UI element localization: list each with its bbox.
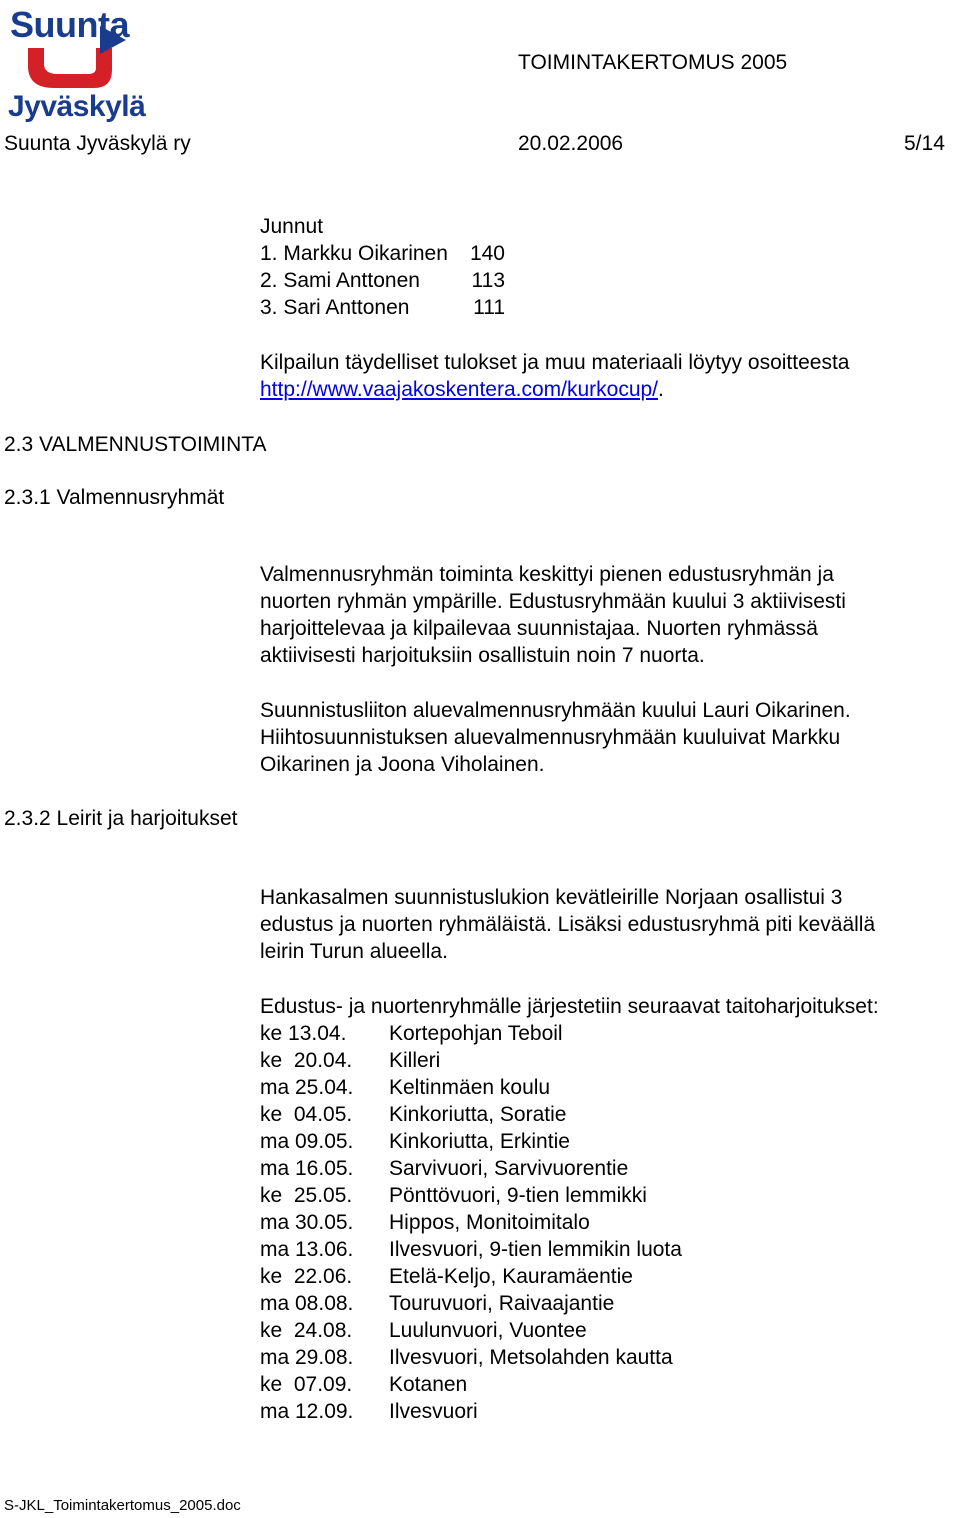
result-row (260, 267, 505, 294)
text-line: leirin Turun alueella. (260, 940, 448, 963)
session-date: ma 25.04. (260, 1076, 354, 1099)
results-text: Kilpailun täydelliset tulokset ja muu materiaali löytyy osoitteesta (260, 351, 850, 374)
valmennus-paragraph-1 (260, 561, 846, 669)
session-row (260, 1155, 879, 1182)
session-row (260, 1317, 879, 1344)
session-date: ke 20.04. (260, 1049, 353, 1072)
session-row (260, 1263, 879, 1290)
result-row (260, 294, 505, 321)
session-date: ma 08.08. (260, 1292, 354, 1315)
result-points: 111 (473, 296, 505, 319)
session-place: Hippos, Monitoimitalo (389, 1211, 590, 1234)
session-place: Ilvesvuori, 9-tien lemmikin luota (389, 1238, 682, 1261)
session-place: Touruvuori, Raivaajantie (389, 1292, 615, 1315)
text-line: Oikarinen ja Joona Viholainen. (260, 753, 545, 776)
organization-name: Suunta Jyväskylä ry (4, 132, 191, 155)
results-link-line (260, 376, 849, 403)
junnut-results (260, 213, 505, 321)
session-place: Ilvesvuori, Metsolahden kautta (389, 1346, 673, 1369)
text-line: edustus ja nuorten ryhmäläistä. Lisäksi edustusryhmä piti keväällä (260, 913, 876, 936)
session-list (260, 1020, 879, 1425)
junnut-heading: Junnut (260, 215, 324, 238)
session-row (260, 1074, 879, 1101)
document-title: TOIMINTAKERTOMUS 2005 (518, 51, 788, 74)
result-name: 2. Sami Anttonen (260, 269, 420, 292)
text-line: Hankasalmen suunnistuslukion kevätleirille Norjaan osallistui 3 (260, 886, 843, 909)
leirit-paragraph (260, 884, 875, 965)
page-number: 5/14 (904, 132, 945, 155)
session-date: ma 29.08. (260, 1346, 354, 1369)
result-points: 140 (469, 242, 505, 265)
text-line: Suunnistusliiton aluevalmennusryhmään kuului Lauri Oikarinen. (260, 699, 851, 722)
session-place: Keltinmäen koulu (389, 1076, 551, 1099)
session-date: ke 25.05. (260, 1184, 353, 1207)
session-row (260, 1128, 879, 1155)
session-date: ke 04.05. (260, 1103, 353, 1126)
session-row (260, 1290, 879, 1317)
results-link-period: . (658, 378, 664, 401)
result-row (260, 240, 505, 267)
training-sessions (260, 993, 879, 1425)
session-place: Ilvesvuori (389, 1400, 478, 1423)
logo-line2: Jyväskylä (8, 90, 146, 123)
results-link[interactable]: http://www.vaajakoskentera.com/kurkocup/ (260, 378, 659, 401)
session-row (260, 1020, 879, 1047)
footer-filename: S-JKL_Toimintakertomus_2005.doc (4, 1497, 241, 1514)
session-date: ma 13.06. (260, 1238, 354, 1261)
session-date: ke 24.08. (260, 1319, 353, 1342)
session-place: Kortepohjan Teboil (389, 1022, 563, 1045)
valmennus-paragraph-2 (260, 697, 851, 778)
section-heading-2-3-1: 2.3.1 Valmennusryhmät (4, 486, 225, 509)
session-place: Kotanen (389, 1373, 468, 1396)
text-line: aktiivisesti harjoituksiin osallistuin noin 7 nuorta. (260, 644, 705, 667)
session-place: Pönttövuori, 9-tien lemmikki (389, 1184, 647, 1207)
document-date: 20.02.2006 (518, 132, 624, 155)
result-points: 113 (471, 269, 505, 292)
result-name: 3. Sari Anttonen (260, 296, 410, 319)
session-place: Kinkoriutta, Soratie (389, 1103, 567, 1126)
session-row (260, 1344, 879, 1371)
session-row (260, 1101, 879, 1128)
text-line: harjoittelevaa ja kilpailevaa suunnistajaa. Nuorten ryhmässä (260, 617, 818, 640)
results-paragraph (260, 349, 849, 403)
logo-line1: Suunta (10, 4, 129, 45)
training-intro: Edustus- ja nuortenryhmälle järjestetiin seuraavat taitoharjoitukset: (260, 995, 879, 1018)
session-row (260, 1371, 879, 1398)
text-line: Valmennusryhmän toiminta keskittyi pienen edustusryhmän ja (260, 563, 834, 586)
session-date: ke 13.04. (260, 1022, 347, 1045)
result-name: 1. Markku Oikarinen (260, 242, 448, 265)
session-place: Luulunvuori, Vuontee (389, 1319, 587, 1342)
session-place: Etelä-Keljo, Kauramäentie (389, 1265, 633, 1288)
session-date: ma 16.05. (260, 1157, 354, 1180)
session-row (260, 1047, 879, 1074)
suunta-jyvaskyla-logo (8, 4, 146, 126)
session-row (260, 1398, 879, 1425)
text-line: nuorten ryhmän ympärille. Edustusryhmään kuului 3 aktiivisesti (260, 590, 846, 613)
session-row (260, 1209, 879, 1236)
session-place: Kinkoriutta, Erkintie (389, 1130, 570, 1153)
section-heading-2-3: 2.3 VALMENNUSTOIMINTA (4, 433, 267, 456)
session-date: ma 12.09. (260, 1400, 354, 1423)
session-date: ke 07.09. (260, 1373, 353, 1396)
session-date: ma 09.05. (260, 1130, 354, 1153)
section-heading-2-3-2: 2.3.2 Leirit ja harjoitukset (4, 807, 238, 830)
text-line: Hiihtosuunnistuksen aluevalmennusryhmään kuuluivat Markku (260, 726, 841, 749)
session-place: Sarvivuori, Sarvivuorentie (389, 1157, 629, 1180)
session-place: Killeri (389, 1049, 441, 1072)
session-date: ma 30.05. (260, 1211, 354, 1234)
session-row (260, 1182, 879, 1209)
session-date: ke 22.06. (260, 1265, 353, 1288)
session-row (260, 1236, 879, 1263)
